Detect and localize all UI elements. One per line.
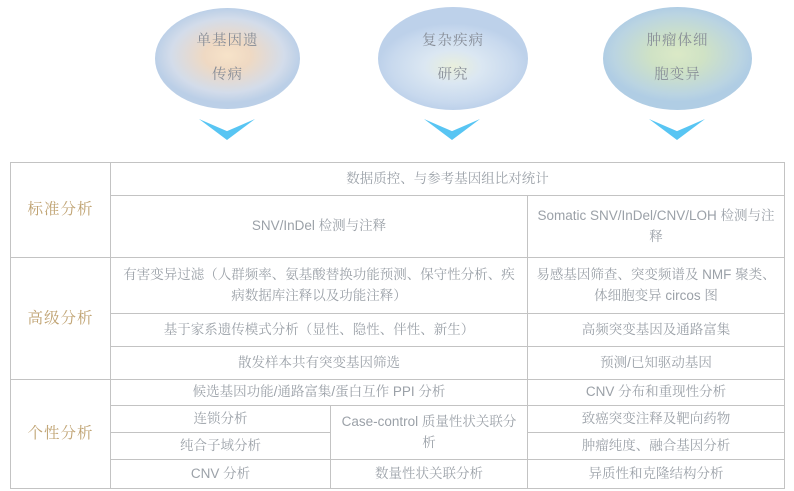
bubble-tumor-somatic [603, 7, 752, 110]
bubble-complex-line2: 研究 [437, 66, 469, 83]
table-row [11, 347, 785, 380]
cell-homozygosity: 纯合子域分析 [111, 433, 331, 460]
bubble-monogenic-line2: 传病 [212, 66, 243, 83]
chevron-down-icon [199, 119, 255, 140]
bubble-monogenic-line1: 单基因遗 [196, 33, 259, 50]
cell-sporadic-shared-genes: 散发样本共有突变基因筛选 [111, 347, 528, 380]
table-row [11, 380, 785, 406]
cell-cnv-recurrence: CNV 分布和重现性分析 [528, 380, 785, 406]
row-header-personalized-analysis: 个性分析 [11, 380, 111, 489]
cell-quantitative-trait: 数量性状关联分析 [331, 460, 528, 489]
bubble-tumor-line1: 肿瘤体细 [646, 33, 709, 50]
cell-cnv-analysis: CNV 分析 [111, 460, 331, 489]
bubble-complex-disease [378, 7, 528, 110]
table-row [11, 314, 785, 347]
bubble-monogenic-disease [155, 8, 300, 109]
cell-linkage-analysis: 连锁分析 [111, 406, 331, 433]
cell-candidate-ppi: 候选基因功能/通路富集/蛋白互作 PPI 分析 [111, 380, 528, 406]
chevron-down-icon [424, 119, 480, 140]
table-row [11, 258, 785, 314]
bubble-tumor-line2: 胞变异 [654, 66, 701, 83]
cell-pedigree-inheritance: 基于家系遗传模式分析（显性、隐性、伴性、新生） [111, 314, 528, 347]
table-row [11, 406, 785, 433]
row-header-advanced-analysis: 高级分析 [11, 258, 111, 380]
cell-harmful-variant-filter: 有害变异过滤（人群频率、氨基酸替换功能预测、保守性分析、疾病数据库注释以及功能注释） [111, 258, 528, 314]
cell-purity-fusion: 肿瘤纯度、融合基因分析 [528, 433, 785, 460]
row-header-standard-analysis: 标准分析 [11, 163, 111, 258]
table-row [11, 460, 785, 489]
cell-susceptibility-screening: 易感基因筛查、突变频谱及 NMF 聚类、体细胞变异 circos 图 [528, 258, 785, 314]
analysis-pipeline-table [10, 162, 785, 489]
cell-snv-indel: SNV/InDel 检测与注释 [111, 196, 528, 258]
table-row [11, 196, 785, 258]
cell-case-control: Case-control 质量性状关联分析 [331, 406, 528, 460]
cell-heterogeneity-clonal: 异质性和克隆结构分析 [528, 460, 785, 489]
bubble-complex-line1: 复杂疾病 [422, 33, 484, 50]
table-row [11, 163, 785, 196]
cell-oncogenic-drug: 致癌突变注释及靶向药物 [528, 406, 785, 433]
cell-somatic-detection: Somatic SNV/InDel/CNV/LOH 检测与注释 [528, 196, 785, 258]
cell-driver-genes: 预测/已知驱动基因 [528, 347, 785, 380]
chevron-down-icon [649, 119, 705, 140]
cell-qc-stats: 数据质控、与参考基因组比对统计 [111, 163, 785, 196]
cell-high-freq-genes: 高频突变基因及通路富集 [528, 314, 785, 347]
bubble-header-area [0, 0, 794, 162]
